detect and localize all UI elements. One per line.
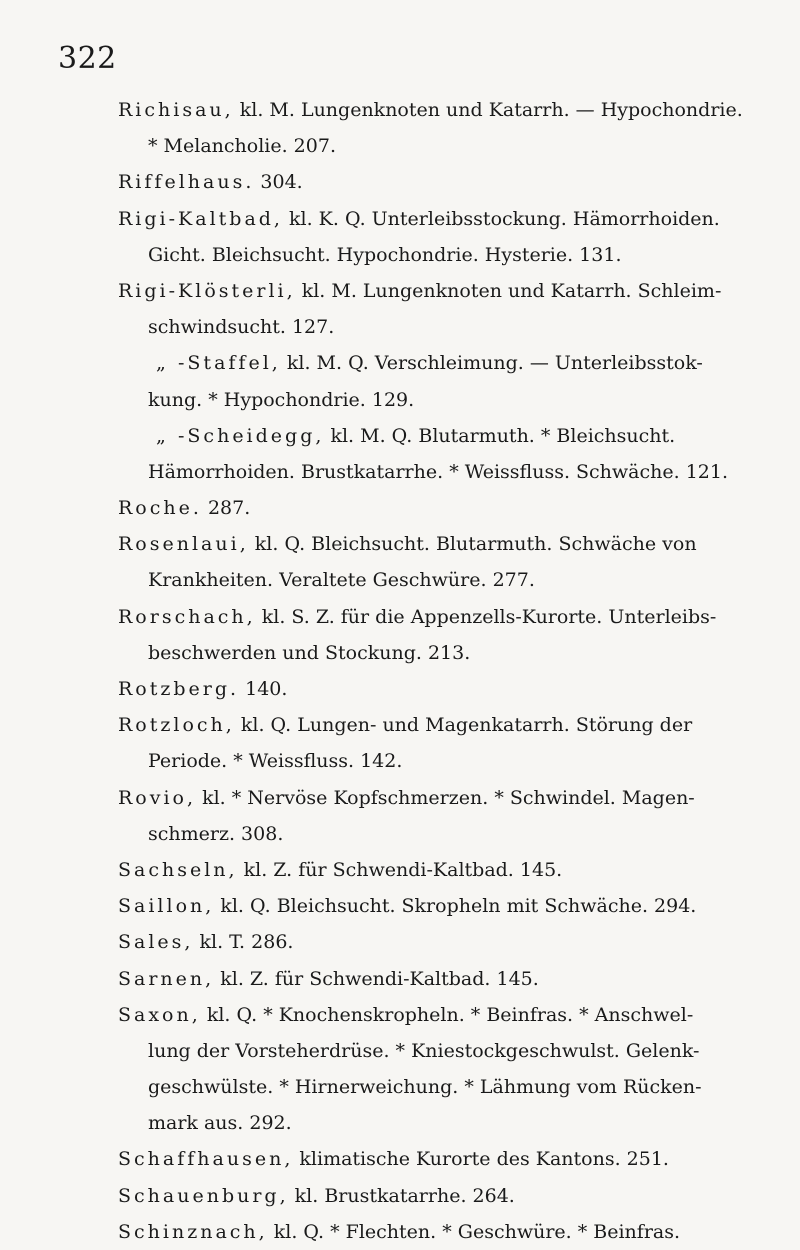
- place-name: Schauenburg,: [118, 1184, 289, 1207]
- entry-text: kl. K. Q. Unterleibsstockung. Hämorrhoiden.: [282, 207, 720, 230]
- entry-text: kl. * Nervöse Kopfschmerzen. * Schwindel. Magen-: [196, 786, 695, 809]
- place-name: Saillon,: [118, 895, 215, 918]
- place-name: Rigi-Klösterli,: [118, 279, 296, 302]
- place-name: Sales,: [118, 931, 194, 954]
- index-line: [118, 309, 782, 345]
- index-line: [118, 273, 782, 309]
- entry-text: Hämorrhoiden. Brustkatarrhe. * Weissfluss. Schwäche. 121.: [148, 460, 729, 483]
- entry-text: 287.: [201, 497, 251, 520]
- entry-text: Gicht. Bleichsucht. Hypochondrie. Hysterie. 131.: [148, 243, 622, 266]
- index-line: [118, 671, 782, 707]
- entry-text: kl. T. 286.: [193, 931, 294, 954]
- entry-text: 140.: [239, 678, 288, 700]
- place-name: Schaffhausen,: [118, 1148, 294, 1171]
- index-line: [118, 92, 782, 128]
- place-name: Roche.: [118, 497, 202, 520]
- index-line: [118, 345, 782, 381]
- index-line: [118, 526, 782, 562]
- index-line: [118, 1141, 782, 1177]
- place-name: Sachseln,: [118, 858, 238, 881]
- entry-text: geschwülste. * Hirnerweichung. * Lähmung vom Rücken-: [148, 1076, 702, 1099]
- index-line: [118, 237, 782, 273]
- index-line: [118, 164, 782, 200]
- place-name: Riffelhaus.: [118, 171, 255, 194]
- index-line: [118, 924, 782, 960]
- index-line: [118, 888, 782, 924]
- index-line: [118, 1178, 782, 1214]
- index-line: [118, 961, 782, 997]
- entry-text: beschwerden und Stockung. 213.: [148, 641, 471, 664]
- ditto-mark: „: [156, 424, 166, 447]
- index-line: [118, 997, 782, 1033]
- index-entries: [118, 92, 782, 1250]
- index-line: [118, 780, 782, 816]
- page-number: 322: [58, 41, 117, 76]
- place-name: Rigi-Kaltbad,: [118, 207, 283, 230]
- entry-text: kl. Q. Bleichsucht. Skropheln mit Schwäche. 294.: [214, 895, 697, 918]
- place-name: Rorschach,: [118, 605, 256, 628]
- place-name: Sarnen,: [118, 967, 215, 990]
- entry-text: lung der Vorsteherdrüse. * Kniestockgeschwulst. Gelenk-: [148, 1039, 700, 1062]
- entry-text: kl. Z. für Schwendi-Kaltbad. 145.: [214, 967, 539, 990]
- index-line: [118, 635, 782, 671]
- index-line: [118, 454, 782, 490]
- index-line: [118, 201, 782, 237]
- index-line: [118, 1105, 782, 1141]
- entry-text: kl. M. Lungenknoten und Katarrh. Schleim-: [295, 279, 722, 302]
- index-line: [118, 490, 782, 526]
- index-line: [118, 743, 782, 779]
- entry-text: schmerz. 308.: [148, 822, 284, 845]
- entry-text: Krankheiten. Veraltete Geschwüre. 277.: [148, 569, 535, 592]
- ditto-mark: „: [156, 352, 166, 375]
- entry-text: kl. Q. Lungen- und Magenkatarrh. Störung der: [234, 714, 693, 737]
- place-name: -Staffel,: [178, 352, 281, 375]
- entry-text: kl. Q. * Flechten. * Geschwüre. * Beinfras.: [267, 1220, 681, 1243]
- entry-text: kl. Z. für Schwendi-Kaltbad. 145.: [237, 858, 563, 881]
- entry-text: kl. Brustkatarrhe. 264.: [288, 1184, 515, 1207]
- place-name: Rosenlaui,: [118, 533, 249, 556]
- place-name: Richisau,: [118, 99, 234, 121]
- place-name: Rovio,: [118, 786, 197, 809]
- entry-text: schwindsucht. 127.: [148, 316, 335, 339]
- entry-text: klimatische Kurorte des Kantons. 251.: [293, 1148, 669, 1171]
- entry-text: kl. M. Q. Blutarmuth. * Bleichsucht.: [324, 424, 676, 447]
- entry-text: 304.: [254, 171, 303, 194]
- entry-text: kl. M. Q. Verschleimung. — Unterleibsstok-: [280, 352, 703, 375]
- entry-text: Periode. * Weissfluss. 142.: [148, 750, 403, 773]
- place-name: Schinznach,: [118, 1220, 268, 1243]
- entry-text: mark aus. 292.: [148, 1112, 292, 1135]
- entry-text: kl. Q. Bleichsucht. Blutarmuth. Schwäche von: [248, 533, 697, 556]
- entry-text: kl. S. Z. für die Appenzells-Kurorte. Unterleibs-: [255, 605, 717, 628]
- index-line: [118, 128, 782, 164]
- index-line: [118, 707, 782, 743]
- entry-text: kl. Q. * Knochenskropheln. * Beinfras. * Anschwel-: [200, 1003, 694, 1026]
- index-line: [118, 1069, 782, 1105]
- index-line: [118, 599, 782, 635]
- place-name: Rotzloch,: [118, 714, 235, 737]
- index-line: [118, 382, 782, 418]
- index-line: [118, 1214, 782, 1250]
- entry-text: kl. M. Lungenknoten und Katarrh. — Hypochondrie.: [233, 99, 743, 121]
- entry-text: kung. * Hypochondrie. 129.: [148, 388, 415, 411]
- entry-text: * Melancholie. 207.: [148, 135, 336, 158]
- index-line: [118, 816, 782, 852]
- index-line: [118, 418, 782, 454]
- place-name: Rotzberg.: [118, 678, 240, 700]
- place-name: Saxon,: [118, 1003, 201, 1026]
- index-line: [118, 852, 782, 888]
- index-line: [118, 562, 782, 598]
- place-name: -Scheidegg,: [178, 424, 325, 447]
- index-line: [118, 1033, 782, 1069]
